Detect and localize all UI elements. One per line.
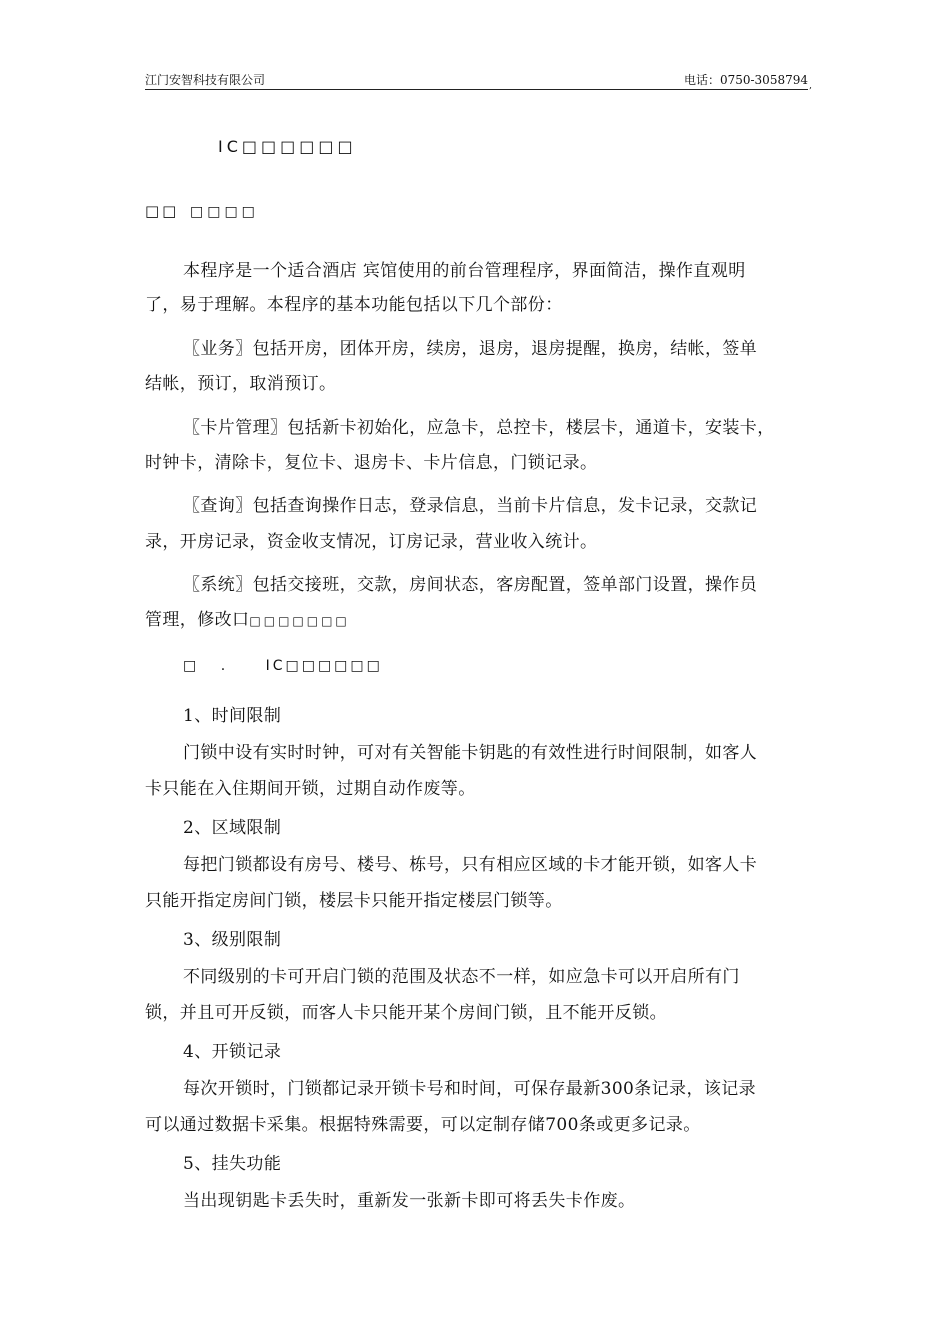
card-line-2: 时钟卡，清除卡，复位卡、退房卡、卡片信息，门锁记录。	[145, 453, 598, 473]
system-line-1: 〖系统〗包括交接班，交款，房间状态，客房配置，签单部门设置，操作员	[183, 575, 758, 595]
feature4-title: 4、开锁记录	[183, 1042, 282, 1062]
feature3-line-1: 不同级别的卡可开启门锁的范围及状态不一样，如应急卡可以开启所有门	[183, 967, 740, 987]
feature5-title: 5、挂失功能	[183, 1154, 282, 1174]
feature5-line-1: 当出现钥匙卡丢失时，重新发一张新卡即可将丢失卡作废。	[183, 1191, 636, 1211]
section2-heading	[183, 658, 383, 674]
business-line-2: 结帐，预订，取消预订。	[145, 374, 337, 394]
query-line-1: 〖查询〗包括查询操作日志，登录信息，当前卡片信息，发卡记录，交款记	[183, 496, 758, 516]
feature2-line-2: 只能开指定房间门锁，楼层卡只能开指定楼层门锁等。	[145, 891, 563, 911]
doc-title: IC□□□□□□	[218, 137, 357, 156]
feature1-title: 1、时间限制	[183, 706, 282, 726]
feature2-title: 2、区域限制	[183, 818, 282, 838]
page-header	[145, 72, 812, 91]
section1-number: □□	[145, 202, 180, 220]
intro-line-2: 了，易于理解。本程序的基本功能包括以下几个部份：	[145, 295, 563, 315]
feature4-line-2: 可以通过数据卡采集。根据特殊需要，可以定制存储700条或更多记录。	[145, 1115, 701, 1135]
feature3-title: 3、级别限制	[183, 930, 282, 950]
feature3-line-2: 锁，并且可开反锁，而客人卡只能开某个房间门锁，且不能开反锁。	[145, 1003, 667, 1023]
query-line-2: 录，开房记录，资金收支情况，订房记录，营业收入统计。	[145, 532, 598, 552]
system-line-2-garbled: □□□□□□□	[249, 614, 350, 628]
feature2-line-1: 每把门锁都设有房号、楼号、栋号，只有相应区域的卡才能开锁，如客人卡	[183, 855, 758, 875]
feature1-line-1: 门锁中设有实时时钟，可对有关智能卡钥匙的有效性进行时间限制，如客人	[183, 743, 758, 763]
system-line-2	[145, 609, 350, 632]
system-line-2-text: 管理，修改口	[145, 610, 250, 630]
header-company: 江门安智科技有限公司	[145, 73, 266, 87]
business-line-1: 〖业务〗包括开房，团体开房，续房，退房，退房提醒，换房，结帐，签单	[183, 339, 758, 359]
section2-title: IC□□□□□□	[265, 658, 383, 674]
section1-title: □□□□	[190, 204, 259, 220]
card-line-1: 〖卡片管理〗包括新卡初始化，应急卡，总控卡，楼层卡，通道卡，安装卡，	[183, 418, 775, 438]
header-mark: ,	[809, 81, 812, 91]
section2-number: □	[183, 658, 200, 674]
feature1-line-2: 卡只能在入住期间开锁，过期自动作废等。	[145, 779, 476, 799]
feature4-line-1: 每次开锁时，门锁都记录开锁卡号和时间，可保存最新300条记录，该记录	[183, 1079, 757, 1099]
intro-line-1: 本程序是一个适合酒店 宾馆使用的前台管理程序，界面简洁，操作直观明	[183, 261, 746, 281]
section2-dot: .	[220, 658, 229, 674]
header-phone: 电话：0750-3058794	[683, 73, 808, 87]
